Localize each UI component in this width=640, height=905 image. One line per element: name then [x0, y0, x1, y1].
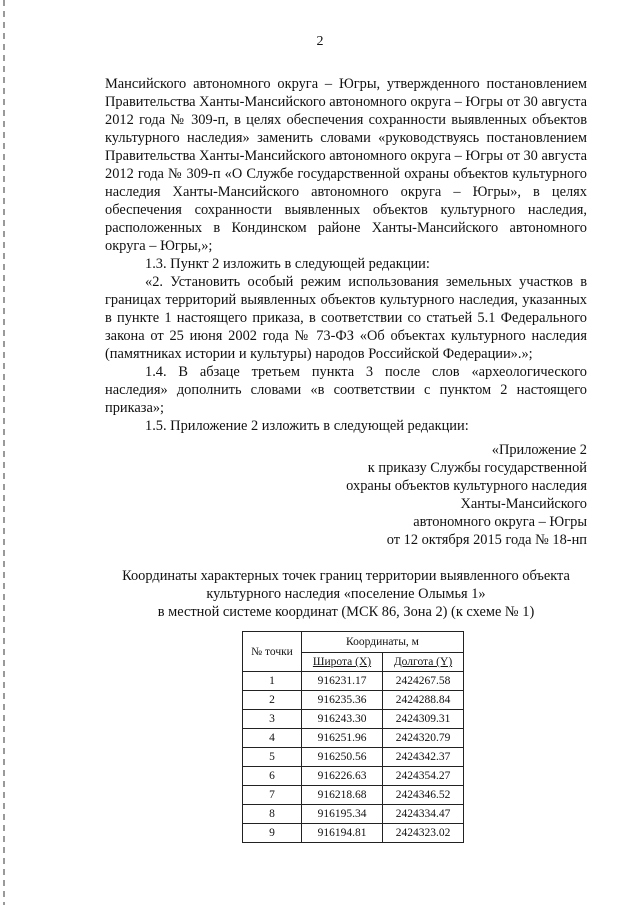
table-row	[243, 748, 464, 767]
appendix-line: «Приложение 2	[491, 442, 587, 458]
cell-lon: 2424267.58	[383, 672, 464, 691]
cell-point: 6	[243, 767, 302, 786]
cell-point: 4	[243, 729, 302, 748]
appendix-line: от 12 октября 2015 года № 18-нп	[386, 532, 587, 548]
cell-point: 3	[243, 710, 302, 729]
table-title-line: Координаты характерных точек границ территории выявленного объекта	[122, 568, 570, 584]
table-title-line: в местной системе координат (МСК 86, Зона 2) (к схеме № 1)	[157, 604, 535, 620]
page-number: 2	[316, 34, 324, 49]
cell-point: 8	[243, 805, 302, 824]
appendix-line: Ханты-Мансийского	[460, 496, 587, 512]
table-row	[243, 824, 464, 843]
table-row	[243, 786, 464, 805]
cell-point: 7	[243, 786, 302, 805]
cell-lat: 916226.63	[302, 767, 383, 786]
table-row	[243, 691, 464, 710]
cell-lon: 2424320.79	[383, 729, 464, 748]
scan-edge	[3, 0, 5, 905]
cell-lat: 916250.56	[302, 748, 383, 767]
cell-lat: 916231.17	[302, 672, 383, 691]
table-row	[243, 729, 464, 748]
cell-lat: 916194.81	[302, 824, 383, 843]
appendix-line: к приказу Службы государственной	[367, 460, 587, 476]
cell-lon: 2424334.47	[383, 805, 464, 824]
cell-lon: 2424354.27	[383, 767, 464, 786]
cell-point: 5	[243, 748, 302, 767]
cell-point: 9	[243, 824, 302, 843]
cell-lon: 2424323.02	[383, 824, 464, 843]
cell-point: 2	[243, 691, 302, 710]
coordinates-table	[242, 631, 464, 843]
cell-lat: 916235.36	[302, 691, 383, 710]
header-point: № точки	[243, 632, 302, 672]
appendix-line: автономного округа – Югры	[413, 514, 587, 530]
cell-lat: 916251.96	[302, 729, 383, 748]
paragraph-continuation: Мансийского автономного округа – Югры, утвержденного постановлением Правительства Ханты-Мансийского автономного округа – Югры от 30 августа 2012 года № 309-п, в целях обеспечения сохранности выявленных объектов культурного наследия» заменить словами «руководствуясь постановлением Правительства Ханты-Мансийского автономного округа – Югры от 30 августа 2012 года № 309-п «О Службе государственной охраны объектов культурного наследия Ханты-Мансийского автономного округа – Югры», в целях обеспечения сохранности выявленных объектов культурного наследия, расположенных в Кондинском районе Ханты-Мансийского автономного округа – Югры,»;	[105, 76, 587, 254]
appendix-header	[105, 441, 587, 549]
paragraph-quote-2: «2. Установить особый режим использования земельных участков в границах территорий выявленных объектов культурного наследия, указанных в пункте 1 настоящего приказа, в соответствии со статьей 5.1 Федерального закона от 25 июня 2002 года № 73-ФЗ «Об объектах культурного наследия (памятниках истории и культуры) народов Российской Федерации».»;	[105, 274, 587, 362]
table-row	[243, 767, 464, 786]
table-row	[243, 710, 464, 729]
paragraph-1-3: 1.3. Пункт 2 изложить в следующей редакции:	[145, 256, 430, 272]
appendix-line: охраны объектов культурного наследия	[346, 478, 587, 494]
header-lon: Долгота (Y)	[383, 653, 464, 672]
table-row	[243, 672, 464, 691]
cell-lon: 2424288.84	[383, 691, 464, 710]
paragraph-1-5: 1.5. Приложение 2 изложить в следующей редакции:	[145, 418, 469, 434]
cell-lon: 2424342.37	[383, 748, 464, 767]
cell-lon: 2424309.31	[383, 710, 464, 729]
table-title	[105, 567, 587, 621]
paragraph-1-4: 1.4. В абзаце третьем пункта 3 после слов «археологического наследия» дополнить словами «в соответствии с пунктом 2 настоящего приказа»;	[105, 364, 587, 416]
cell-lat: 916243.30	[302, 710, 383, 729]
cell-lat: 916195.34	[302, 805, 383, 824]
cell-lon: 2424346.52	[383, 786, 464, 805]
header-coords: Координаты, м	[302, 632, 464, 653]
table-title-line: культурного наследия «поселение Олымья 1»	[206, 586, 486, 602]
table-row	[243, 805, 464, 824]
header-lat: Широта (X)	[302, 653, 383, 672]
cell-point: 1	[243, 672, 302, 691]
document-body	[105, 75, 587, 843]
cell-lat: 916218.68	[302, 786, 383, 805]
